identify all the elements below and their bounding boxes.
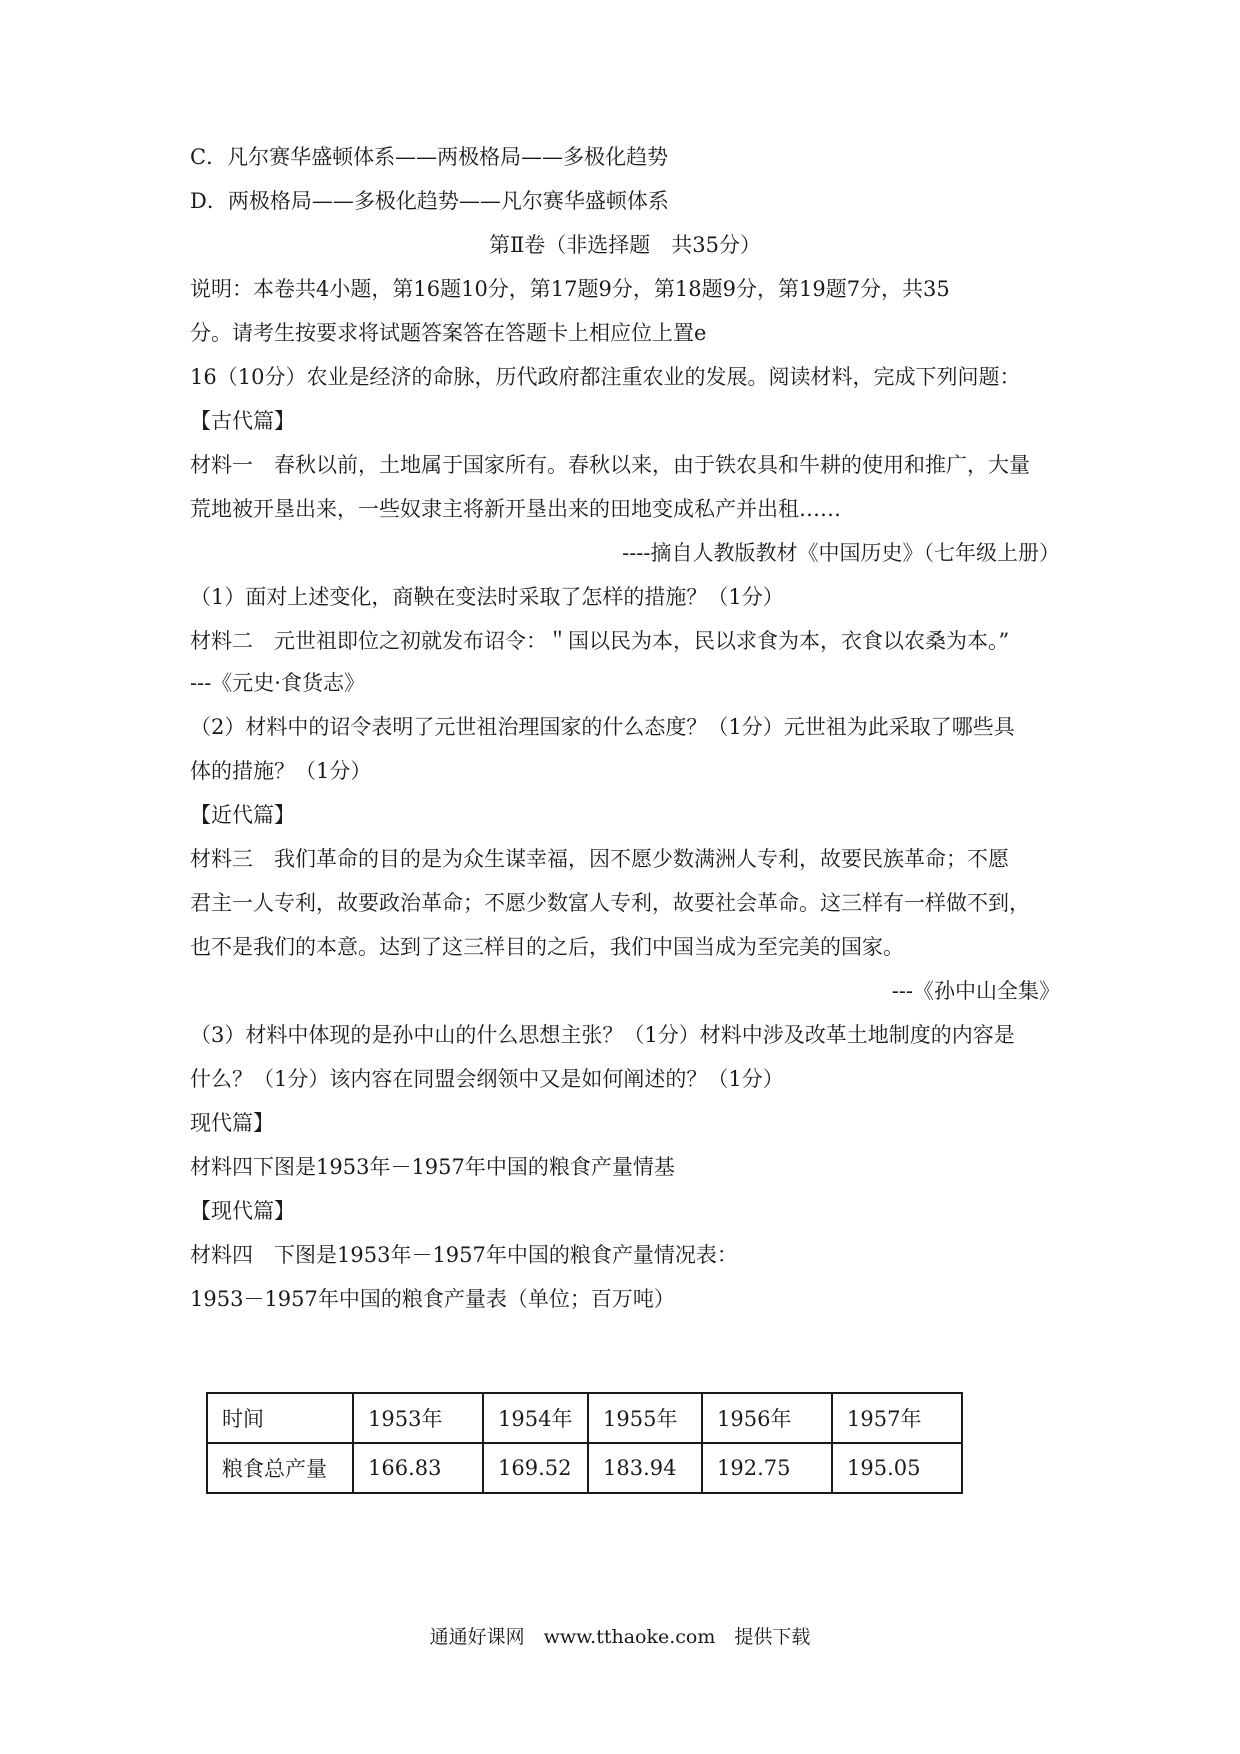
heading-modern-era: 【近代篇】 xyxy=(190,803,295,827)
question-3-line-1: （3）材料中体现的是孙中山的什么思想主张？（1分）材料中涉及改革土地制度的内容是 xyxy=(190,1023,1015,1047)
option-c: C．凡尔赛华盛顿体系——两极格局——多极化趋势 xyxy=(190,145,669,169)
section-title: 第Ⅱ卷（非选择题 共35分） xyxy=(489,233,761,257)
material-2-source: ---《元史·食货志》 xyxy=(190,671,365,695)
heading-ancient: 【古代篇】 xyxy=(190,409,295,433)
table-cell: 1954年 xyxy=(483,1393,588,1443)
table-cell: 192.75 xyxy=(702,1443,832,1493)
table-cell: 1957年 xyxy=(832,1393,962,1443)
page-footer: 通通好课网 www.tthaoke.com 提供下载 xyxy=(429,1626,811,1648)
material-3-source: ---《孙中山全集》 xyxy=(891,979,1060,1003)
table-cell: 169.52 xyxy=(483,1443,588,1493)
question-2-line-1: （2）材料中的诏令表明了元世祖治理国家的什么态度？（1分）元世祖为此采取了哪些具 xyxy=(190,715,1015,739)
question-16-stem: 16（10分）农业是经济的命脉，历代政府都注重农业的发展。阅读材料，完成下列问题： xyxy=(190,365,1021,389)
material-4: 材料四 下图是1953年－1957年中国的粮食产量情况表： xyxy=(190,1243,738,1267)
material-1-source: ----摘自人教版教材《中国历史》（七年级上册） xyxy=(622,541,1060,565)
question-3-line-2: 什么？（1分）该内容在同盟会纲领中又是如何阐述的？（1分） xyxy=(190,1067,784,1091)
question-2-line-2: 体的措施？（1分） xyxy=(190,759,372,783)
table-caption: 1953－1957年中国的粮食产量表（单位；百万吨） xyxy=(190,1287,675,1311)
material-1-line-2: 荒地被开垦出来，一些奴隶主将新开垦出来的田地变成私产并出租…… xyxy=(190,497,841,521)
heading-contemporary-draft: 现代篇】 xyxy=(190,1111,274,1135)
material-3-line-1: 材料三 我们革命的目的是为众生谋幸福，因不愿少数满洲人专利，故要民族革命；不愿 xyxy=(190,847,1009,871)
grain-output-table xyxy=(206,1392,963,1494)
option-d: D．两极格局——多极化趋势——凡尔赛华盛顿体系 xyxy=(190,189,669,213)
instructions-line-1: 说明：本卷共4小题，第16题10分，第17题9分，第18题9分，第19题7分，共35 xyxy=(190,277,950,301)
table-cell: 粮食总产量 xyxy=(207,1443,353,1493)
material-3-line-2: 君主一人专利，故要政治革命；不愿少数富人专利，故要社会革命。这三样有一样做不到， xyxy=(190,891,1030,915)
table-row xyxy=(207,1393,962,1443)
material-4-draft: 材料四下图是1953年－1957年中国的粮食产量情基 xyxy=(190,1155,675,1179)
table-cell: 1956年 xyxy=(702,1393,832,1443)
material-3-line-3: 也不是我们的本意。达到了这三样目的之后，我们中国当成为至完美的国家。 xyxy=(190,935,904,959)
material-2: 材料二 元世祖即位之初就发布诏令：＂国以民为本，民以求食为本，衣食以农桑为本。” xyxy=(190,629,1010,653)
table-cell: 时间 xyxy=(207,1393,353,1443)
table-cell: 1953年 xyxy=(353,1393,483,1443)
table-cell: 1955年 xyxy=(588,1393,702,1443)
table-cell: 166.83 xyxy=(353,1443,483,1493)
question-1: （1）面对上述变化，商鞅在变法时采取了怎样的措施？（1分） xyxy=(190,585,784,609)
instructions-line-2: 分。请考生按要求将试题答案答在答题卡上相应位上置e xyxy=(190,321,707,345)
table-row xyxy=(207,1443,962,1493)
material-1-line-1: 材料一 春秋以前，土地属于国家所有。春秋以来，由于铁农具和牛耕的使用和推广，大量 xyxy=(190,453,1030,477)
table-cell: 183.94 xyxy=(588,1443,702,1493)
heading-contemporary: 【现代篇】 xyxy=(190,1199,295,1223)
table-cell: 195.05 xyxy=(832,1443,962,1493)
